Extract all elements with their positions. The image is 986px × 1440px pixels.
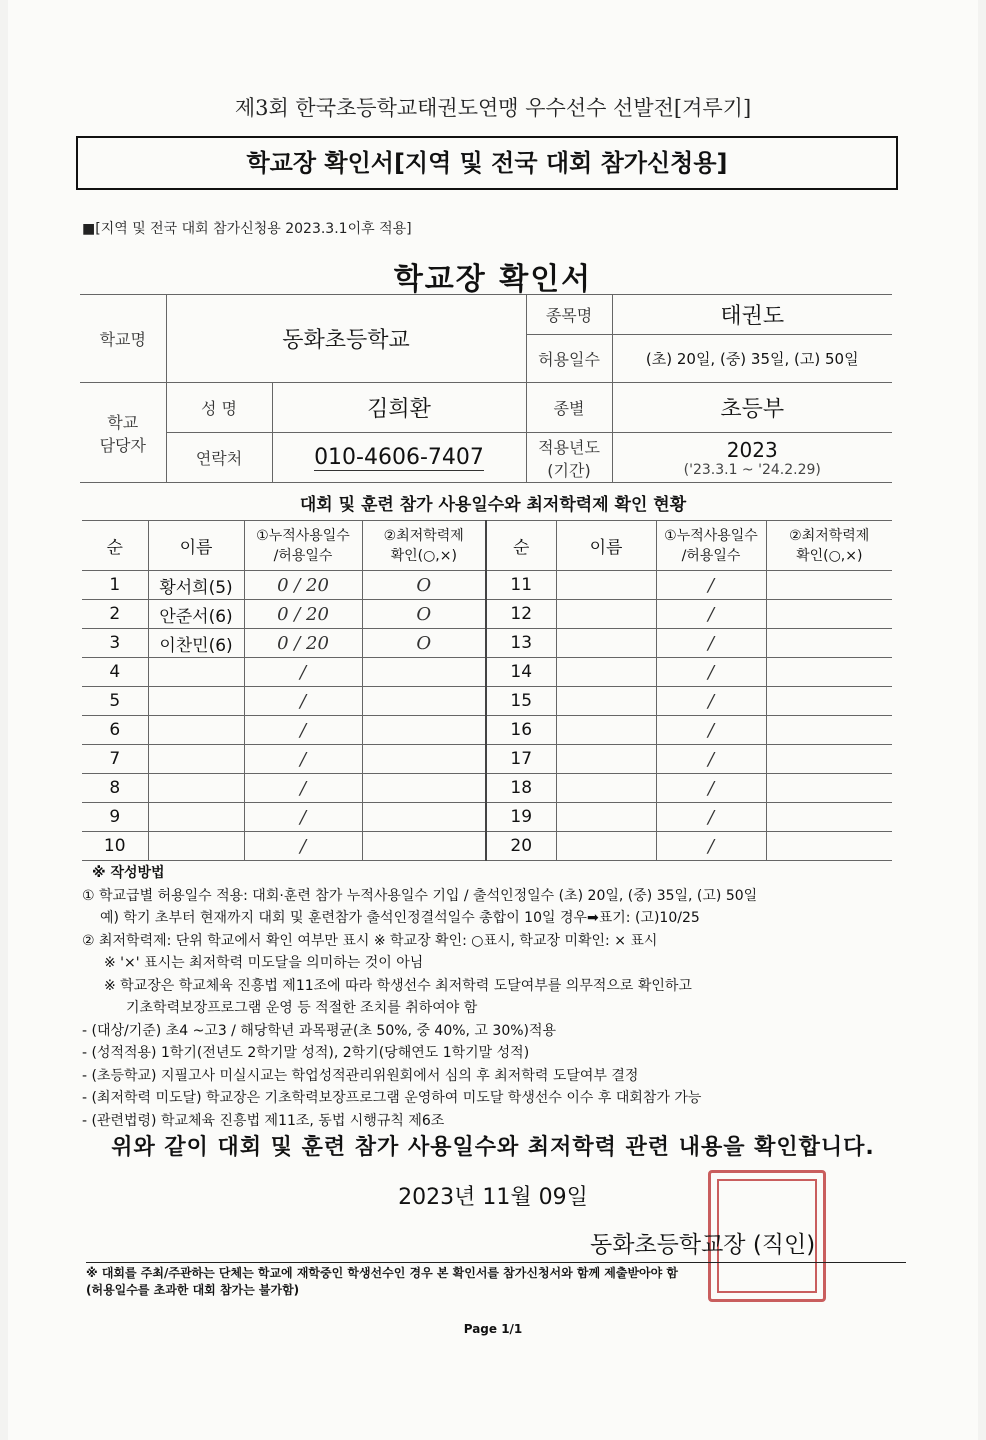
method-line-2: 예) 학기 초부터 현재까지 대회 및 훈련참가 출석인정결석일수 총합이 10일 경우➡표기: (고)10/25 [100, 910, 700, 926]
row-days-right: / [656, 803, 766, 832]
row-check-right [766, 571, 892, 600]
row-name-right [556, 600, 656, 629]
row-check [362, 803, 486, 832]
row-days: / [244, 716, 362, 745]
method-line-6: 기초학력보장프로그램 운영 등 적절한 조치를 취하여야 함 [126, 1000, 478, 1016]
header-check-right-line1: ②최저학력제 [789, 527, 870, 544]
row-no: 8 [82, 774, 148, 803]
row-days-right: / [656, 658, 766, 687]
row-check-right [766, 600, 892, 629]
row-days-right: / [656, 600, 766, 629]
row-days: / [244, 832, 362, 861]
info-table [80, 294, 892, 483]
row-no-right: 12 [486, 600, 556, 629]
footnote-line-2: (허용일수를 초과한 대회 참가는 불가함) [86, 1283, 300, 1297]
event-title: 제3회 한국초등학교태권도연맹 우수선수 선발전[겨루기] [234, 96, 752, 120]
row-check-right [766, 716, 892, 745]
row-no: 5 [82, 687, 148, 716]
row-name-right [556, 658, 656, 687]
row-days-right: / [656, 629, 766, 658]
header-days-line1: ①누적사용일수 [256, 527, 350, 544]
footnote-line-1: ※ 대회를 주최/주관하는 단체는 학교에 재학중인 학생선수인 경우 본 확인서를 참가신청서와 함께 제출받아야 함 [86, 1266, 679, 1280]
division-label: 종별 [526, 383, 612, 433]
row-name-right [556, 629, 656, 658]
table-row [82, 571, 892, 600]
row-check [362, 716, 486, 745]
row-no: 3 [82, 629, 148, 658]
row-check-right [766, 629, 892, 658]
table-row [82, 803, 892, 832]
top-note: ■[지역 및 전국 대회 참가신청용 2023.3.1이후 적용] [82, 221, 412, 237]
row-no: 7 [82, 745, 148, 774]
row-days: 0 / 20 [244, 600, 362, 629]
status-table [82, 520, 892, 861]
method-line-10: - (최저학력 미도달) 학교장은 기초학력보장프로그램 운영하여 미도달 학생선수 이수 후 대회참가 가능 [82, 1090, 702, 1106]
row-name [148, 716, 244, 745]
allowed-days-label: 허용일수 [526, 335, 612, 383]
row-name: 이찬민(6) [148, 629, 244, 658]
header-check-line2: 확인(○,×) [390, 547, 457, 564]
row-days: / [244, 803, 362, 832]
row-days-right: / [656, 774, 766, 803]
method-line-5: ※ 학교장은 학교체육 진흥법 제11조에 따라 학생선수 최저학력 도달여부를 의무적으로 확인하고 [104, 977, 692, 994]
row-no: 4 [82, 658, 148, 687]
method-line-4: ※ '×' 표시는 최저학력 미도달을 의미하는 것이 아님 [104, 955, 424, 971]
writing-method [82, 862, 902, 1132]
row-check [362, 832, 486, 861]
row-name: 안준서(6) [148, 600, 244, 629]
method-line-1: ① 학교급별 허용일수 적용: 대회·훈련 참가 누적사용일수 기입 / 출석인정일수 (초) 20일, (중) 35일, (고) 50일 [82, 887, 758, 904]
table-row [82, 658, 892, 687]
row-check-right [766, 774, 892, 803]
document-title: 학교장 확인서 [393, 262, 593, 297]
row-no: 10 [82, 832, 148, 861]
issuer: 동화초등학교장 (직인) [590, 1232, 816, 1258]
page-number: Page 1/1 [463, 1322, 523, 1336]
banner-title: 학교장 확인서[지역 및 전국 대회 참가신청용] [76, 136, 898, 190]
header-no-right: 순 [486, 521, 556, 571]
row-days-right: / [656, 687, 766, 716]
row-name-right [556, 774, 656, 803]
row-name-right [556, 571, 656, 600]
contact-value [272, 433, 526, 483]
row-no: 1 [82, 571, 148, 600]
name-value: 김희환 [272, 383, 526, 433]
section-title: 대회 및 훈련 참가 사용일수와 최저학력제 확인 현황 [299, 495, 687, 515]
row-days-right: / [656, 571, 766, 600]
row-name [148, 745, 244, 774]
table-row [82, 832, 892, 861]
row-days: / [244, 687, 362, 716]
year-label-line2: (기간) [547, 460, 591, 480]
footnote [86, 1262, 906, 1299]
year-label-line1: 적용년도 [538, 437, 600, 457]
school-value: 동화초등학교 [166, 295, 526, 383]
header-check-line1: ②최저학력제 [383, 527, 464, 544]
year-value: 2023 [726, 437, 778, 462]
table-row [82, 600, 892, 629]
row-no-right: 15 [486, 687, 556, 716]
row-name: 황서희(5) [148, 571, 244, 600]
school-label: 학교명 [80, 295, 166, 383]
header-name: 이름 [148, 521, 244, 571]
header-check [362, 521, 486, 571]
sport-value: 태권도 [612, 295, 892, 335]
row-name-right [556, 687, 656, 716]
table-row [82, 774, 892, 803]
method-line-9: - (초등학교) 지필고사 미실시교는 학업성적관리위원회에서 심의 후 최저학력 도달여부 결정 [82, 1067, 639, 1084]
year-value-cell [612, 433, 892, 483]
division-value: 초등부 [612, 383, 892, 433]
confirm-statement: 위와 같이 대회 및 훈련 참가 사용일수와 최저학력 관련 내용을 확인합니다. [111, 1135, 875, 1160]
allowed-days-value: (초) 20일, (중) 35일, (고) 50일 [612, 335, 892, 383]
row-check [362, 687, 486, 716]
method-heading: ※ 작성방법 [92, 865, 165, 881]
header-name-right: 이름 [556, 521, 656, 571]
year-period: ('23.3.1 ~ '24.2.29) [683, 461, 821, 478]
header-days-line2: /허용일수 [273, 547, 333, 564]
row-days-right: / [656, 716, 766, 745]
row-days-right: / [656, 745, 766, 774]
manager-label-line1: 학교 [107, 412, 139, 432]
row-name-right [556, 803, 656, 832]
row-check: O [362, 571, 486, 600]
header-days-right-line2: /허용일수 [681, 547, 741, 564]
row-check [362, 745, 486, 774]
row-name-right [556, 832, 656, 861]
row-check [362, 658, 486, 687]
row-no-right: 18 [486, 774, 556, 803]
row-no: 6 [82, 716, 148, 745]
row-name-right [556, 716, 656, 745]
method-line-7: - (대상/기준) 초4 ~고3 / 해당학년 과목평균(초 50%, 중 40%, 고 30%)적용 [82, 1022, 557, 1039]
manager-label [80, 383, 166, 483]
row-no-right: 17 [486, 745, 556, 774]
row-check [362, 774, 486, 803]
row-no-right: 20 [486, 832, 556, 861]
row-name [148, 687, 244, 716]
row-name [148, 803, 244, 832]
header-no: 순 [82, 521, 148, 571]
row-no: 9 [82, 803, 148, 832]
row-no-right: 19 [486, 803, 556, 832]
table-row [82, 629, 892, 658]
row-name-right [556, 745, 656, 774]
method-line-11: - (관련법령) 학교체육 진흥법 제11조, 동법 시행규칙 제6조 [82, 1112, 445, 1129]
row-no-right: 13 [486, 629, 556, 658]
row-no: 2 [82, 600, 148, 629]
method-line-8: - (성적적용) 1학기(전년도 2학기말 성적), 2학기(당해연도 1학기말 성적) [82, 1045, 530, 1061]
row-no-right: 11 [486, 571, 556, 600]
row-check-right [766, 832, 892, 861]
table-row [82, 716, 892, 745]
header-days [244, 521, 362, 571]
year-label [526, 433, 612, 483]
manager-label-line2: 담당자 [99, 435, 146, 455]
row-check: O [362, 629, 486, 658]
row-check-right [766, 803, 892, 832]
row-name [148, 658, 244, 687]
row-days: / [244, 774, 362, 803]
row-days: / [244, 745, 362, 774]
header-check-right-line2: 확인(○,×) [796, 547, 863, 564]
row-name [148, 832, 244, 861]
row-days-right: / [656, 832, 766, 861]
header-days-right-line1: ①누적사용일수 [664, 527, 758, 544]
header-days-right [656, 521, 766, 571]
table-row [82, 745, 892, 774]
row-days: 0 / 20 [244, 629, 362, 658]
sport-label: 종목명 [526, 295, 612, 335]
row-check-right [766, 687, 892, 716]
table-row [82, 687, 892, 716]
row-check-right [766, 658, 892, 687]
contact-label: 연락처 [166, 433, 272, 483]
row-days: / [244, 658, 362, 687]
contact-number: 010-4606-7407 [314, 445, 484, 470]
row-days: 0 / 20 [244, 571, 362, 600]
name-label: 성 명 [166, 383, 272, 433]
header-check-right [766, 521, 892, 571]
row-no-right: 16 [486, 716, 556, 745]
row-check-right [766, 745, 892, 774]
row-no-right: 14 [486, 658, 556, 687]
row-name [148, 774, 244, 803]
issue-date: 2023년 11월 09일 [398, 1185, 588, 1210]
method-line-3: ② 최저학력제: 단위 학교에서 확인 여부만 표시 ※ 학교장 확인: ○표시, 학교장 미확인: × 표시 [82, 932, 658, 949]
row-check: O [362, 600, 486, 629]
